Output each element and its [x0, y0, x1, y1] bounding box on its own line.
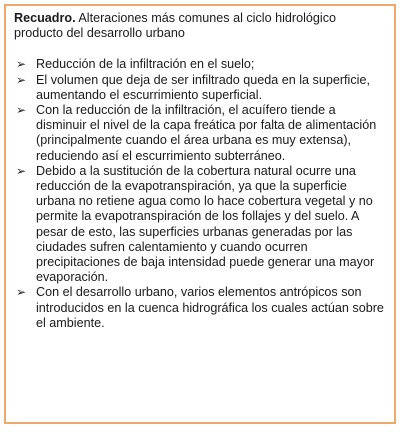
list-item: [14, 103, 384, 164]
list-item-text: El volumen que deja de ser infiltrado queda en la superficie, aumentando el escurrimiento superficial.: [36, 72, 370, 102]
list-item-text: Reducción de la infiltración en el suelo;: [36, 57, 255, 72]
heading-text: Alteraciones más comunes al ciclo hidrológico producto del desarrollo urbano: [14, 11, 336, 41]
arrowhead-bullet-icon: ➢: [16, 285, 27, 300]
list-item: [14, 164, 384, 286]
arrowhead-bullet-icon: ➢: [16, 72, 27, 87]
arrowhead-bullet-icon: ➢: [16, 57, 27, 72]
list-item: [14, 285, 384, 331]
box-heading: [14, 11, 384, 41]
arrowhead-bullet-icon: ➢: [16, 163, 27, 178]
text-box: [4, 4, 396, 424]
list-item: [14, 73, 384, 103]
list-item-text: Debido a la sustitución de la cobertura natural ocurre una reducción de la evapotranspiración, ya que la superficie urbana no retiene agua como lo hace cobertura vegetal y no permite la evapotranspiración de los follajes y del suelo. A pesar de esto, las superficies urbanas generadas por las ciudades sufren calentamiento y cuando ocurren precipitaciones de baja intensidad puede generar una mayor evaporación.: [36, 163, 375, 285]
list-item-text: Con el desarrollo urbano, varios elementos antrópicos son introducidos en la cuenca hidrográfica los cuales actúan sobre el ambiente.: [36, 285, 384, 330]
bullet-list: [14, 57, 384, 331]
arrowhead-bullet-icon: ➢: [16, 103, 27, 118]
heading-label: Recuadro.: [14, 11, 76, 25]
list-item: [14, 57, 384, 72]
list-item-text: Con la reducción de la infiltración, el acuífero tiende a disminuir el nivel de la capa freática por falta de alimentación (principalmente cuando el área urbana es muy extensa), reduciendo así el escurrimiento subterráneo.: [36, 103, 377, 163]
